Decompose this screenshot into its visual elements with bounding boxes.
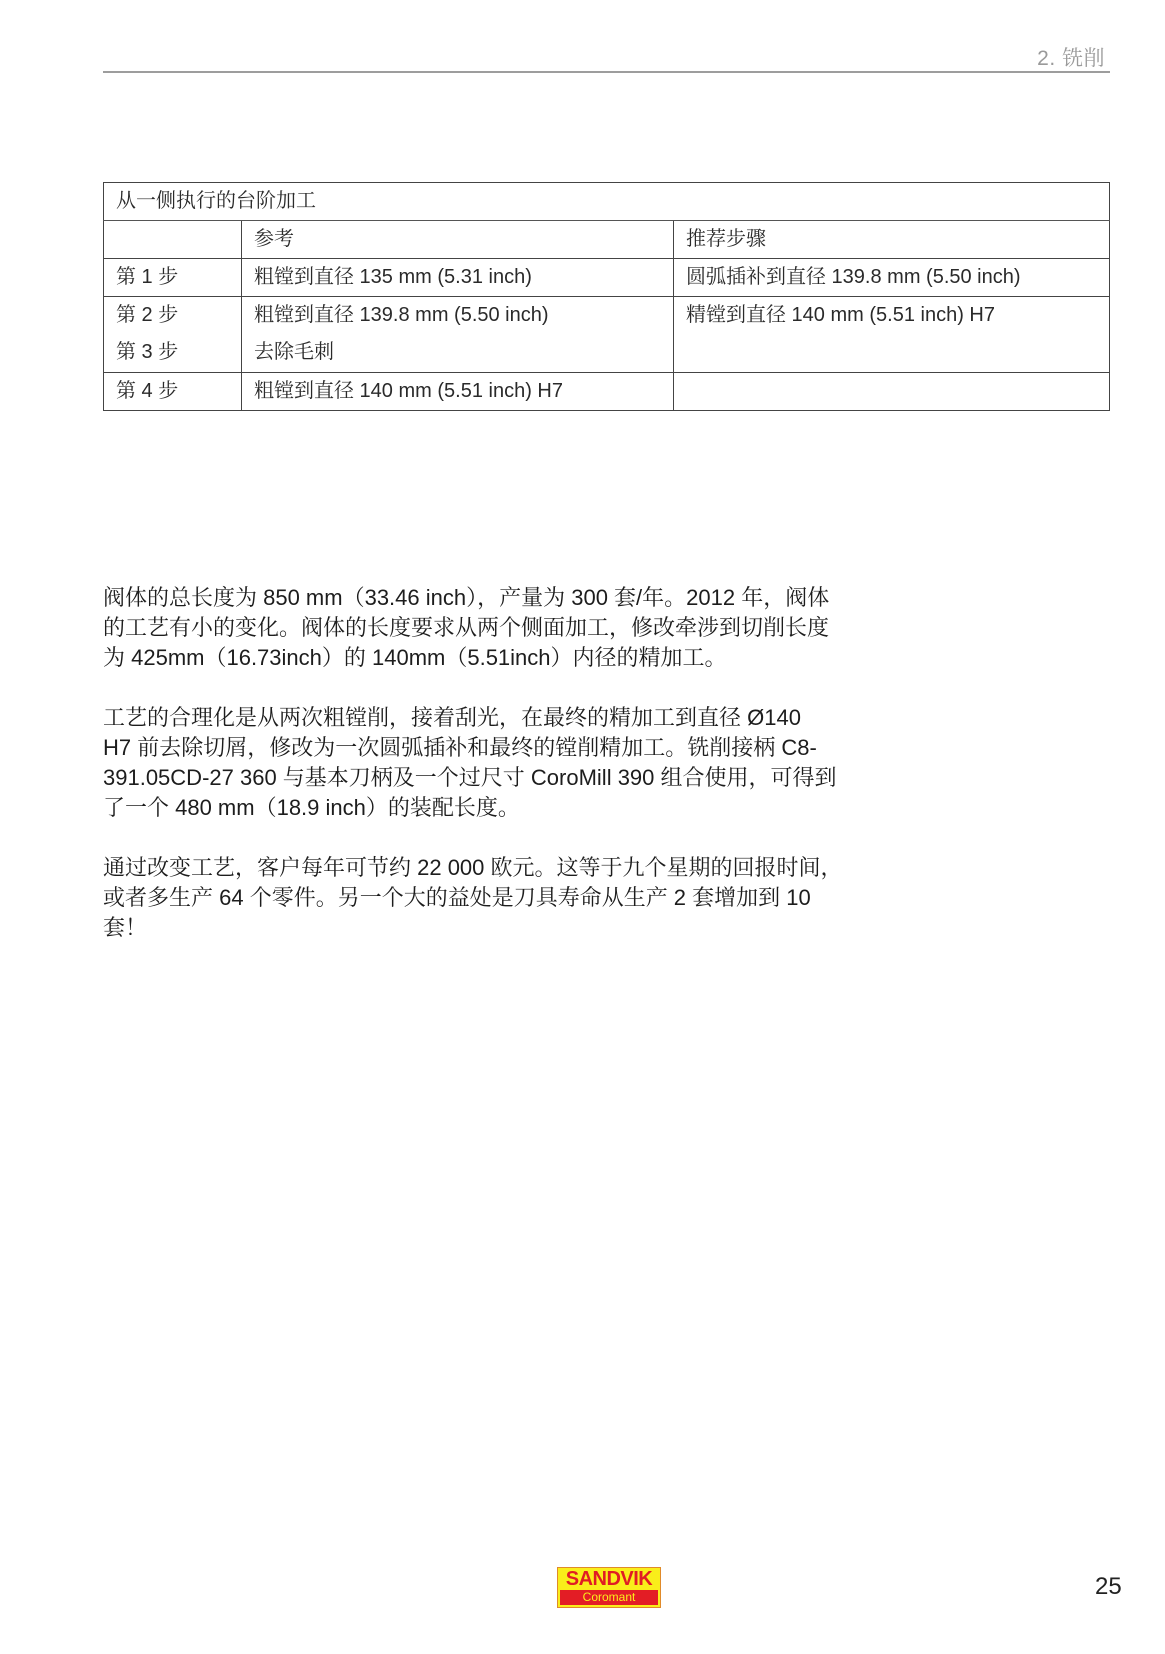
step-label: 第 2 步 <box>116 304 179 326</box>
logo-sandvik-text: SANDVIK <box>565 1568 653 1590</box>
reference-text: 粗镗到直径 139.8 mm (5.50 inch) <box>254 304 549 326</box>
table-row <box>104 259 1110 297</box>
section-header-title: 2. 铣削 <box>1037 47 1105 70</box>
step-label: 第 1 步 <box>104 259 242 297</box>
table-title: 从一侧执行的台阶加工 <box>104 183 1110 221</box>
step-label: 第 4 步 <box>104 373 242 411</box>
table-title-row <box>104 183 1110 221</box>
column-header-step <box>104 221 242 259</box>
step-label: 第 3 步 <box>116 341 179 363</box>
table-row <box>104 297 1110 373</box>
body-text <box>103 583 848 973</box>
reference-cell: 粗镗到直径 140 mm (5.51 inch) H7 <box>242 373 674 411</box>
paragraph: 工艺的合理化是从两次粗镗削，接着刮光，在最终的精加工到直径 Ø140 H7 前去除切屑，修改为一次圆弧插补和最终的镗削精加工。铣削接柄 C8-391.05CD-27 360 与基本刀柄及一个过尺寸 CoroMill 390 组合使用，可得到了一个 480 mm（18.9 inch）的装配长度。 <box>103 705 837 820</box>
step-machining-table <box>103 182 1110 411</box>
logo-coromant-text: Coromant <box>560 1590 658 1605</box>
recommended-text: 精镗到直径 140 mm (5.51 inch) H7 <box>686 304 995 326</box>
paragraph: 通过改变工艺，客户每年可节约 22 000 欧元。这等于九个星期的回报时间，或者多生产 64 个零件。另一个大的益处是刀具寿命从生产 2 套增加到 10 套！ <box>103 855 843 940</box>
paragraph: 阀体的总长度为 850 mm（33.46 inch），产量为 300 套/年。2012 年，阀体的工艺有小的变化。阀体的长度要求从两个侧面加工，修改牵涉到切削长度为 425mm（16.73inch）的 140mm（5.51inch）内径的精加工。 <box>103 585 830 670</box>
page-number: 25 <box>1095 1573 1122 1600</box>
recommended-cell <box>674 373 1110 411</box>
reference-text: 去除毛刺 <box>254 341 334 363</box>
recommended-cell: 圆弧插补到直径 139.8 mm (5.50 inch) <box>674 259 1110 297</box>
step-label-cell <box>104 297 242 373</box>
table-row <box>104 373 1110 411</box>
reference-cell <box>242 297 674 373</box>
column-header-reference: 参考 <box>242 221 674 259</box>
sandvik-coromant-logo <box>557 1567 661 1608</box>
recommended-cell <box>674 297 1110 373</box>
reference-cell: 粗镗到直径 135 mm (5.31 inch) <box>242 259 674 297</box>
header-divider <box>103 71 1110 73</box>
table-header-row <box>104 221 1110 259</box>
column-header-recommended: 推荐步骤 <box>674 221 1110 259</box>
